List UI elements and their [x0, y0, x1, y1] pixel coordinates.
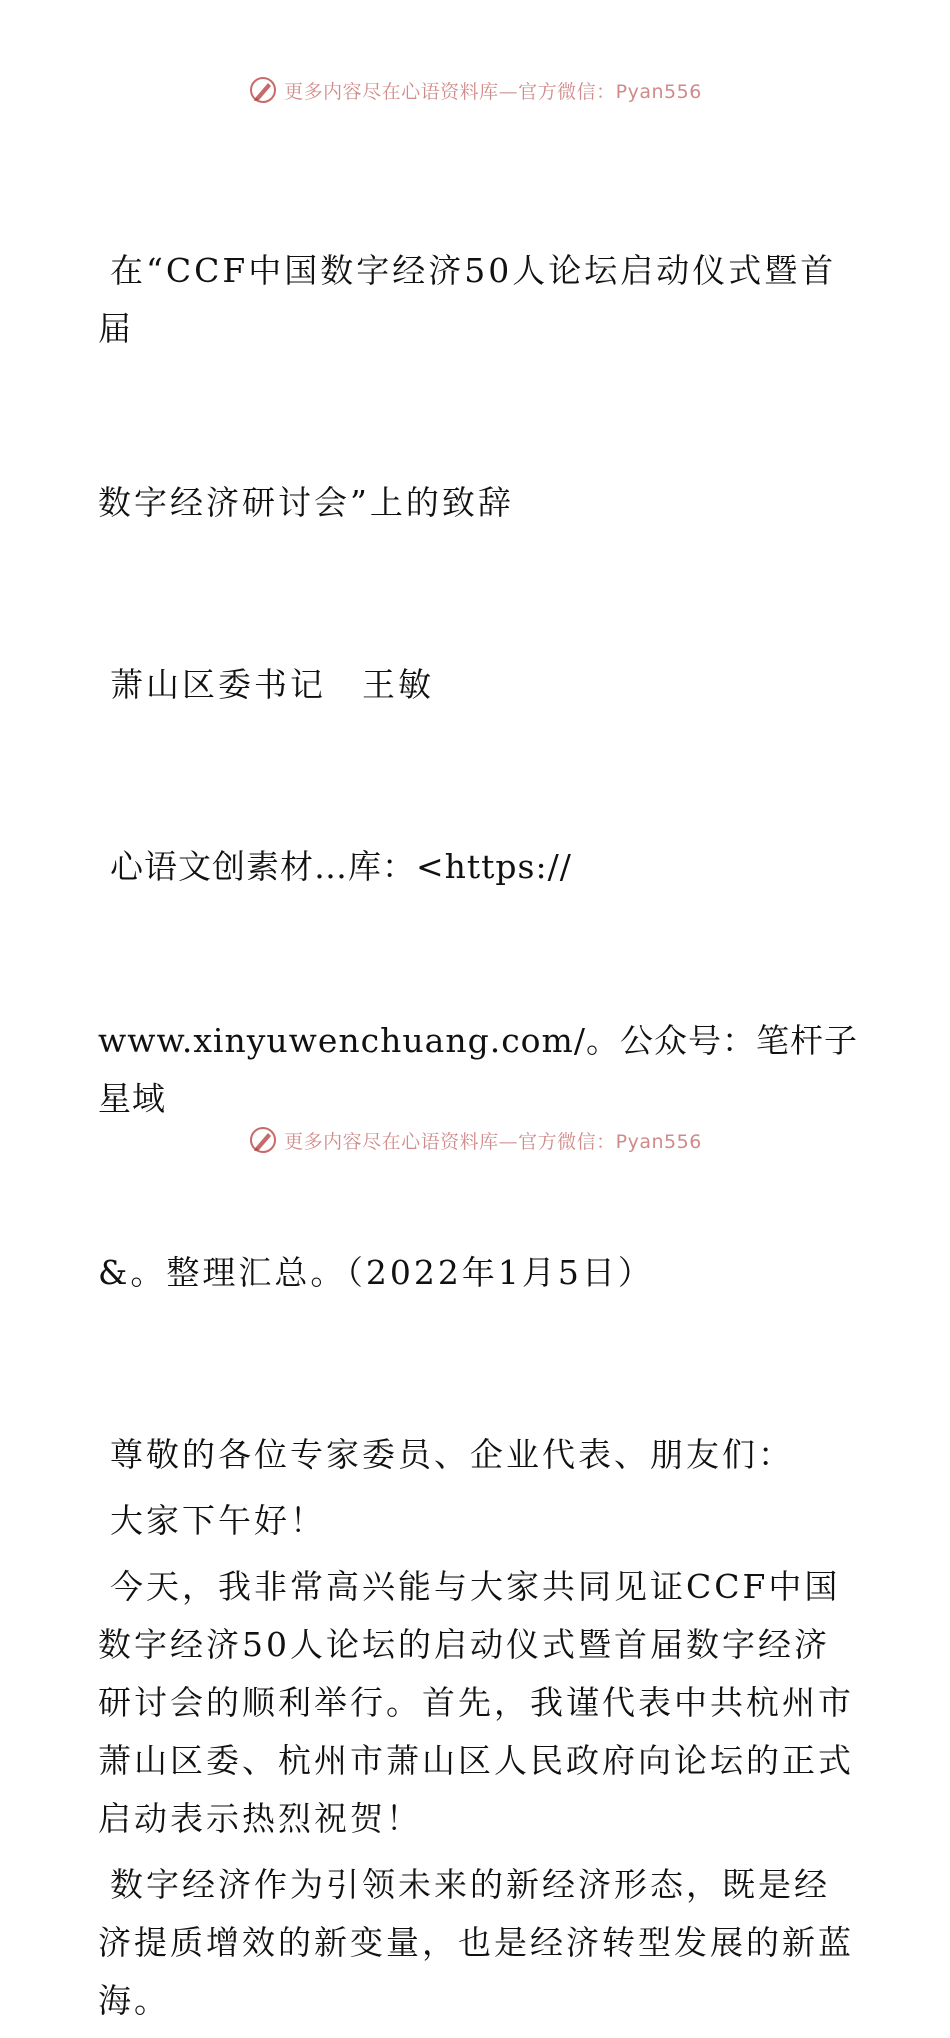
- title-line-1: 在“CCF中国数字经济50人论坛启动仪式暨首届: [98, 251, 837, 348]
- document-title: [98, 126, 858, 648]
- banner-text: 更多内容尽在心语资料库—官方微信：Pyan556: [284, 80, 702, 103]
- source-line-3: &。整理汇总。（2022年1月5日）: [98, 1253, 654, 1292]
- title-line-2: 数字经济研讨会”上的致辞: [98, 483, 514, 522]
- document-body: [98, 126, 858, 2038]
- banner-text: 更多内容尽在心语资料库—官方微信：Pyan556: [284, 1130, 702, 1153]
- pen-nib-logo-icon: [248, 1125, 278, 1155]
- greeting: 大家下午好！: [110, 1501, 326, 1540]
- body-paragraph-2: 数字经济作为引领未来的新经济形态，既是经济提质增效的新变量，也是经济转型发展的新蓝海。: [98, 1865, 854, 2020]
- body-paragraph-1: 今天，我非常高兴能与大家共同见证CCF中国数字经济50人论坛的启动仪式暨首届数字经济研讨会的顺利举行。首先，我谨代表中共杭州市萧山区委、杭州市萧山区人民政府向论坛的正式启动表示热烈祝贺！: [98, 1567, 854, 1838]
- source-line-2: www.xinyuwenchuang.com/。公众号：笔杆子星域: [98, 1021, 858, 1118]
- pen-nib-logo-icon: [248, 75, 278, 105]
- author-line: 萧山区委书记 王敏: [110, 665, 434, 704]
- footer-watermark-banner: [0, 1120, 950, 1160]
- salutation: 尊敬的各位专家委员、企业代表、朋友们：: [110, 1435, 794, 1474]
- source-line-1: 心语文创素材…库：<https://: [110, 847, 572, 886]
- source-note: [98, 722, 858, 1418]
- header-watermark-banner: [0, 70, 950, 110]
